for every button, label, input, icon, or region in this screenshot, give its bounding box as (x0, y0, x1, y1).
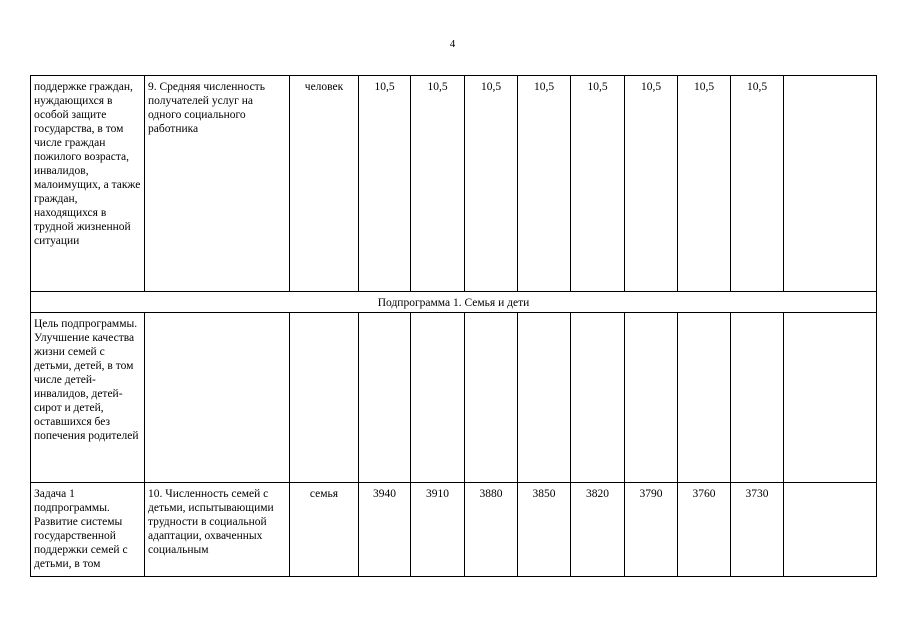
value-cell (359, 313, 411, 483)
goal-cell: Цель подпрограммы. Улучшение качества жизни семей с детьми, детей, в том числе детей-инвалидов, детей-сирот и детей, оставшихся без попечения родителей (31, 313, 145, 483)
table-row (31, 483, 877, 577)
value-cell: 10,5 (465, 76, 518, 292)
value-cell: 3940 (359, 483, 411, 577)
table-row (31, 76, 877, 292)
value-cell (784, 483, 877, 577)
value-cell: 3910 (411, 483, 465, 577)
table-row (31, 313, 877, 483)
value-cell (784, 313, 877, 483)
unit-cell (290, 313, 359, 483)
indicator-cell: 10. Численность семей с детьми, испытывающими трудности в социальной адаптации, охваченных социальным (145, 483, 290, 577)
value-cell: 10,5 (678, 76, 731, 292)
value-cell (571, 313, 625, 483)
value-cell (465, 313, 518, 483)
value-cell: 3790 (625, 483, 678, 577)
value-cell: 3850 (518, 483, 571, 577)
unit-cell: семья (290, 483, 359, 577)
indicator-cell (145, 313, 290, 483)
value-cell (518, 313, 571, 483)
indicators-table (30, 75, 877, 577)
goal-cell: Задача 1 подпрограммы. Развитие системы государственной поддержки семей с детьми, в том (31, 483, 145, 577)
value-cell (731, 313, 784, 483)
value-cell: 10,5 (571, 76, 625, 292)
goal-cell: поддержке граждан, нуждающихся в особой защите государства, в том числе граждан пожилого возраста, инвалидов, малоимущих, а также граждан, находящихся в трудной жизненной ситуации (31, 76, 145, 292)
value-cell: 3760 (678, 483, 731, 577)
value-cell (625, 313, 678, 483)
value-cell: 10,5 (411, 76, 465, 292)
page-number: 4 (449, 38, 456, 50)
unit-cell: человек (290, 76, 359, 292)
value-cell: 10,5 (518, 76, 571, 292)
value-cell: 10,5 (731, 76, 784, 292)
value-cell: 10,5 (359, 76, 411, 292)
value-cell: 3820 (571, 483, 625, 577)
value-cell (411, 313, 465, 483)
value-cell: 10,5 (625, 76, 678, 292)
section-title: Подпрограмма 1. Семья и дети (31, 292, 877, 313)
value-cell: 3730 (731, 483, 784, 577)
value-cell (678, 313, 731, 483)
table-row (31, 292, 877, 313)
value-cell (784, 76, 877, 292)
indicator-cell: 9. Средняя численность получателей услуг на одного социального работника (145, 76, 290, 292)
value-cell: 3880 (465, 483, 518, 577)
